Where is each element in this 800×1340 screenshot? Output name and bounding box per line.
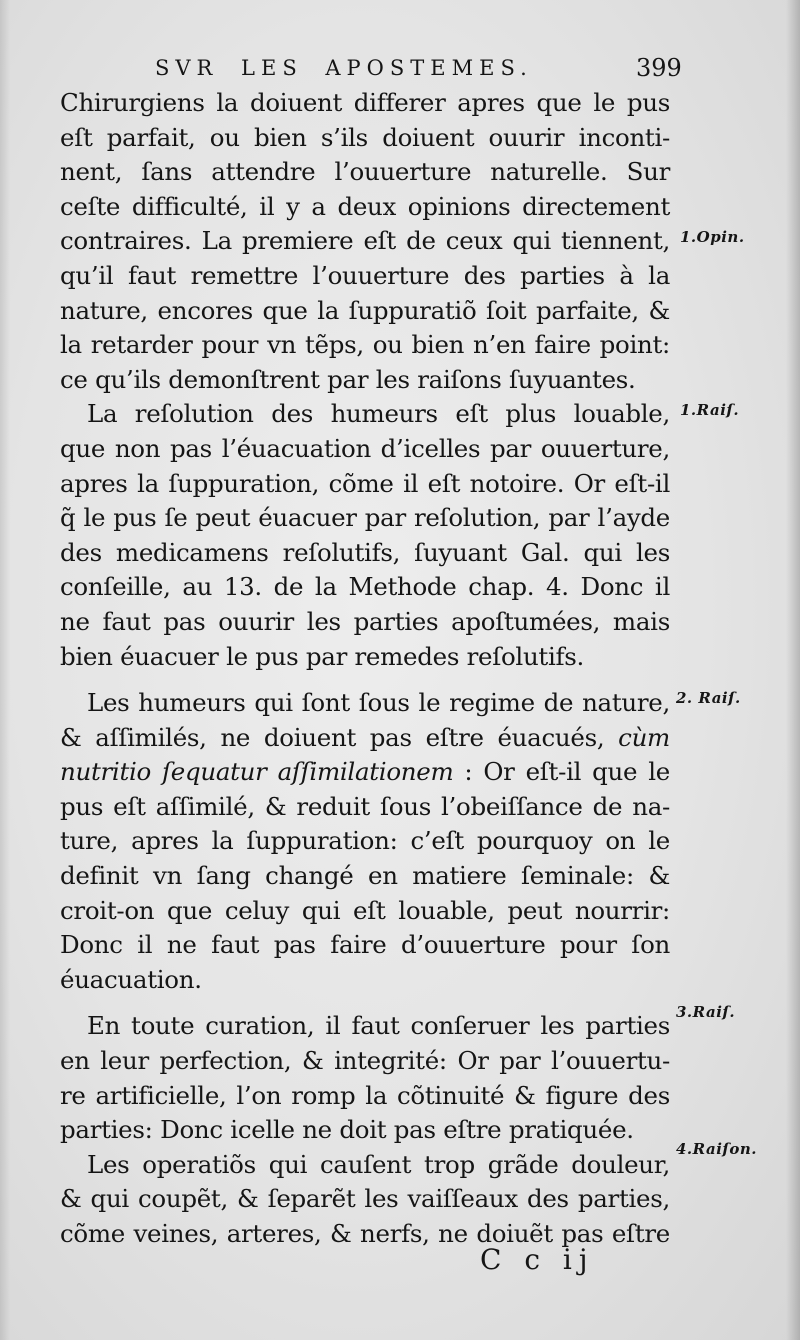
text-line: que non pas l’éuacuation d’icelles par ouuerture, [60,433,670,463]
text-line: eſt parfait, ou bien s’ils doiuent ouurir inconti- [60,122,670,152]
text-line: q̃ le pus ſe peut éuacuer par reſolution, par l’ayde [60,503,670,533]
margin-note: 1.Raiſ. [680,401,740,419]
text-line: re artificielle, l’on romp la cõtinuité & figure des [60,1080,670,1110]
main-text [60,86,670,1252]
margin-note: 4.Raiſon. [676,1140,757,1158]
margin-note: 1.Opin. [680,228,745,246]
margin-note: 2. Raiſ. [676,689,741,707]
text-line-roman: & aſſimilés, ne doiuent pas eſtre éuacués, [60,722,605,752]
text-line: parties: Donc icelle ne doit pas eſtre pratiquée. [60,1115,634,1145]
text-line: éuacuation. [60,964,202,994]
text-line: apres la ſuppuration, cõme il eſt notoire. Or eſt-il [60,468,670,498]
text-line: definit vn ſang changé en matiere ſeminale: & [60,861,670,891]
text-line: conſeille, au 13. de la Methode chap. 4. Donc il [60,572,670,602]
text-line: croit-on que celuy qui eſt louable, peut nourrir: [60,895,670,925]
page-number: 399 [636,54,682,82]
text-line: ceſte difficulté, il y a deux opinions directement [60,191,670,221]
text-line: ture, apres la ſuppuration: c’eſt pourquoy on le [60,826,670,856]
margin-note: 3.Raiſ. [676,1003,736,1021]
text-line-roman: : Or eſt-il que le [464,757,670,787]
text-line: nature, encores que la ſuppuratiõ ſoit parfaite, & [60,295,670,325]
text-line-italic: cùm [618,722,670,752]
text-line: bien éuacuer le pus par remedes reſolutifs. [60,641,585,671]
text-line: la retarder pour vn tẽps, ou bien n’en faire point: [60,330,670,360]
text-line [60,755,670,790]
text-line [60,721,670,756]
text-line: Chirurgiens la doiuent differer apres que le pus [60,88,670,117]
text-line: En toute curation, il faut conſeruer les parties [87,1011,670,1041]
running-title: SVR LES APOSTEMES. [155,56,533,80]
text-line: Donc il ne faut pas faire d’ouuerture pour ſon [60,930,670,960]
text-line: qu’il faut remettre l’ouuerture des parties à la [60,260,670,290]
text-line: ce qu’ils demonſtrent par les raiſons ſuyuantes. [60,364,636,394]
text-line: Les operatiõs qui cauſent trop grãde douleur, [87,1149,670,1179]
text-line: cõme veines, arteres, & nerfs, ne doiuẽt pas eſtre [60,1219,670,1248]
text-line: & qui coupẽt, & ſeparẽt les vaiſſeaux des parties, [60,1184,670,1214]
text-line: Les humeurs qui ſont ſous le regime de nature, [87,688,670,718]
signature-mark: C c ij [480,1243,595,1276]
text-line: contraires. La premiere eſt de ceux qui tiennent, [60,226,670,256]
text-line: La reſolution des humeurs eſt plus louable, [87,399,670,429]
text-line-italic: nutritio ſequatur aſſimilationem [60,757,454,787]
text-line: pus eſt aſſimilé, & reduit ſous l’obeiſſance de na- [60,791,670,821]
text-line: ne faut pas ouurir les parties apoſtumées, mais [60,606,670,636]
text-line: nent, ſans attendre l’ouuerture naturelle. Sur [60,157,670,187]
text-line: en leur perfection, & integrité: Or par l’ouuertu- [60,1046,670,1076]
text-line: des medicamens reſolutifs, ſuyuant Gal. qui les [60,537,670,567]
